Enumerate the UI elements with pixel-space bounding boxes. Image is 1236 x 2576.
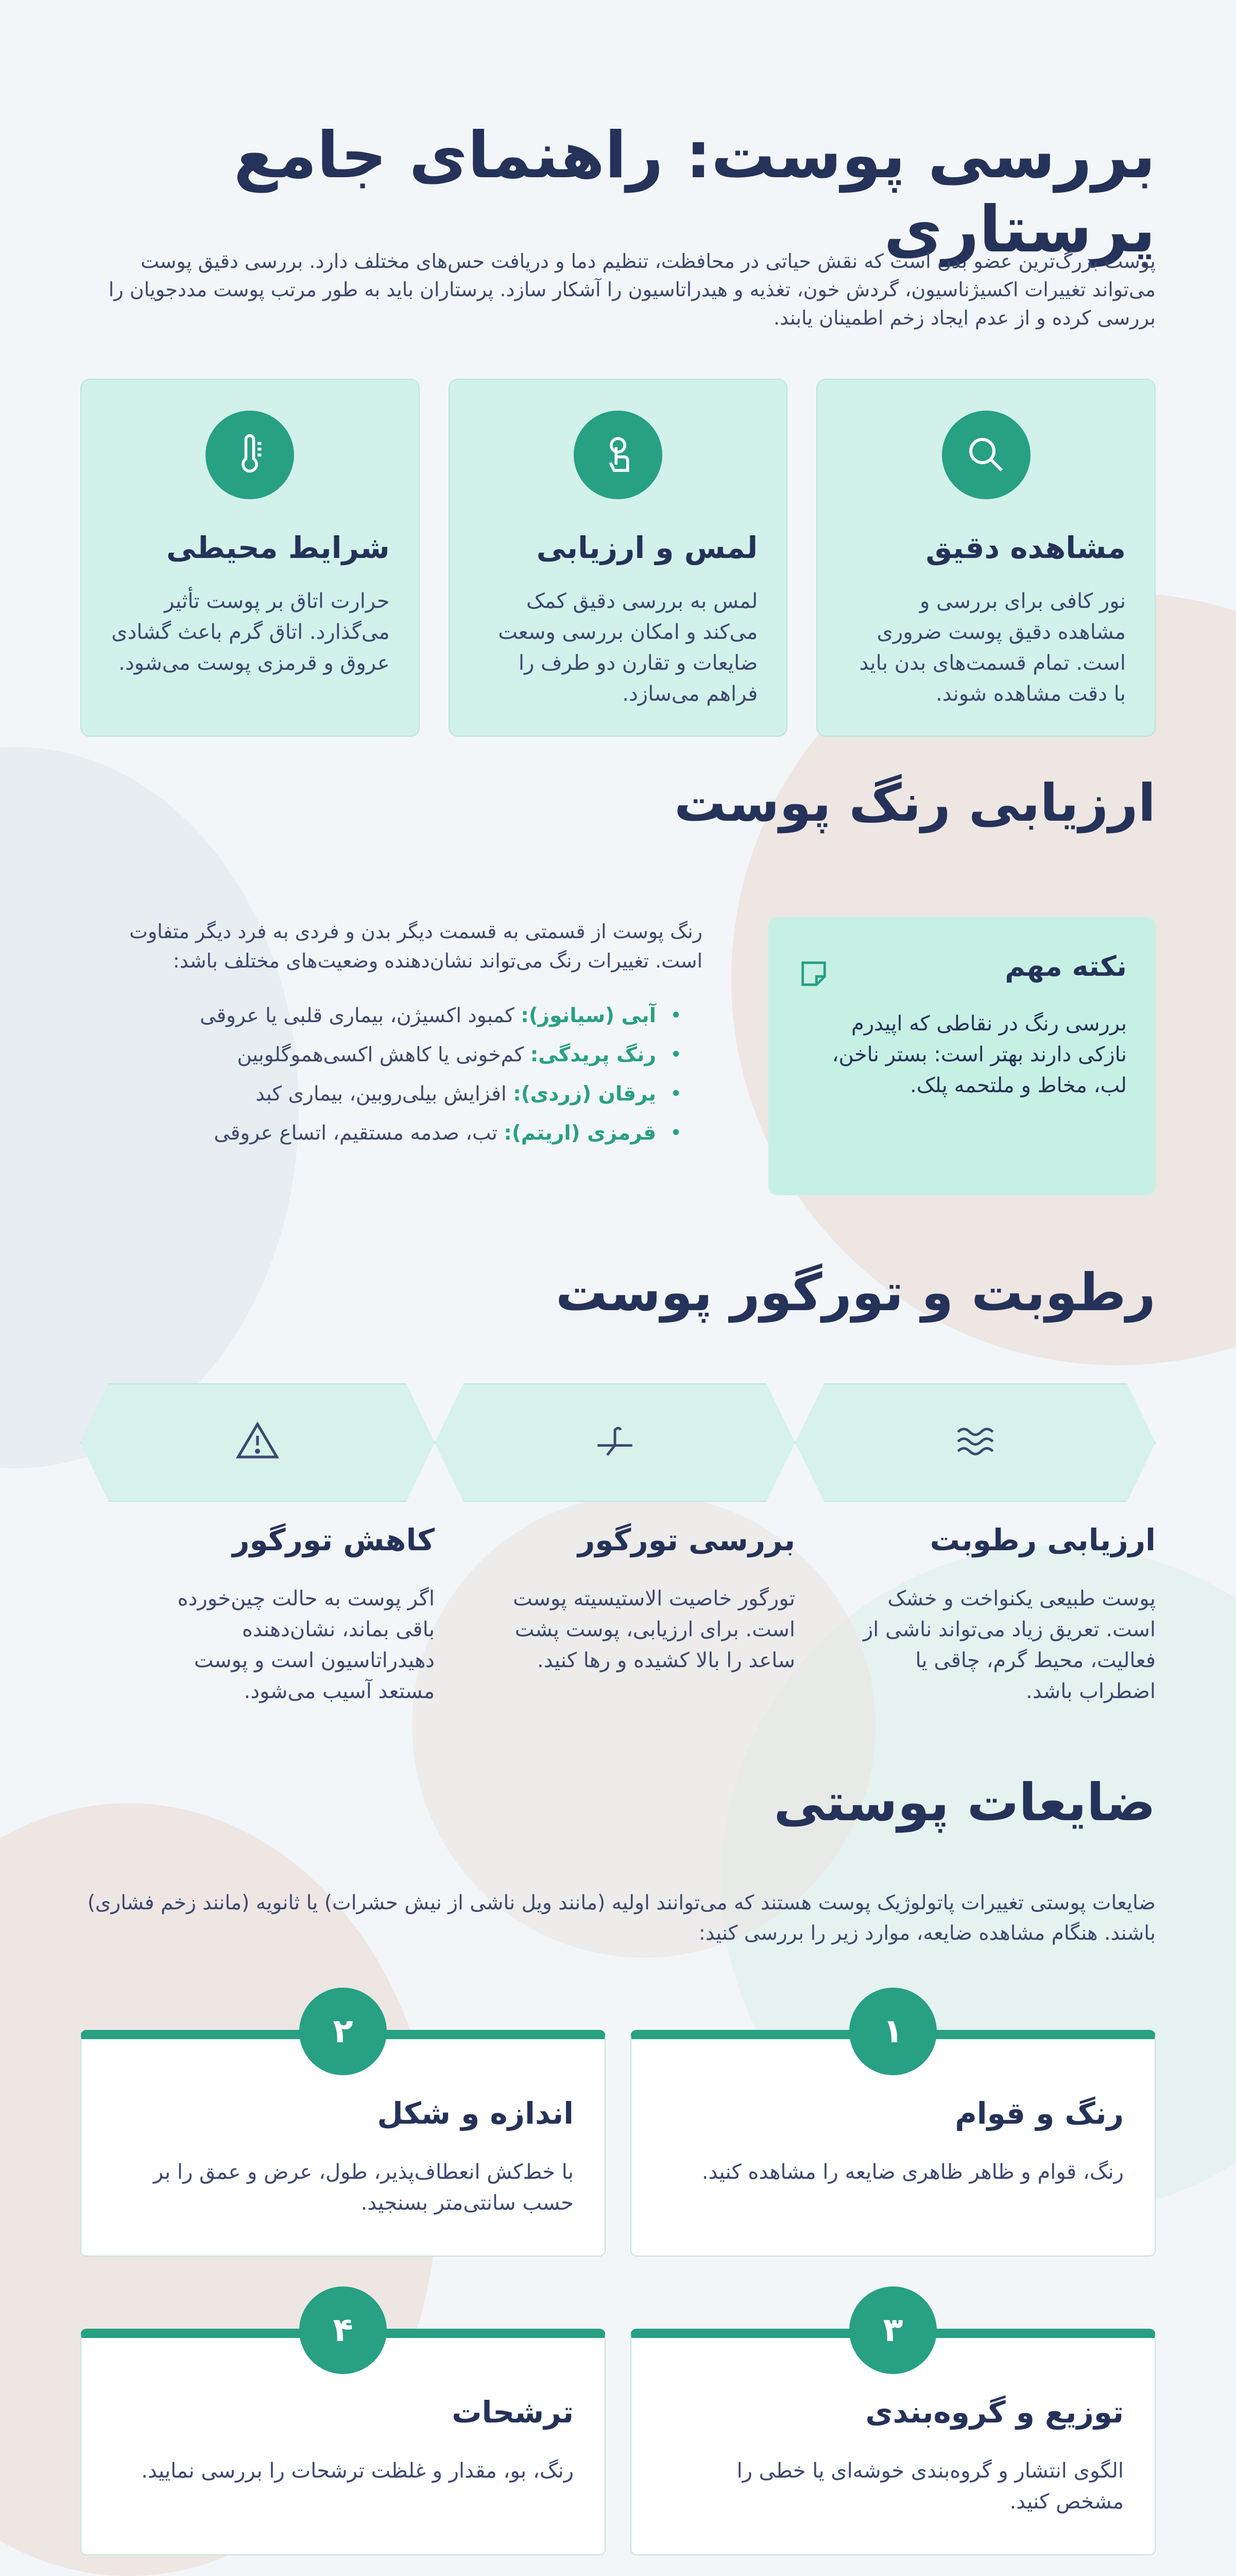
lesion-item-4 xyxy=(80,2311,606,2555)
lesion-item-title: اندازه و شکل xyxy=(377,2096,574,2131)
important-note xyxy=(768,917,1156,1195)
card-text: حرارت اتاق بر پوست تأثیر می‌گذارد. اتاق گرم باعث گشادی عروق و قرمزی پوست می‌شود. xyxy=(111,589,390,675)
color-section xyxy=(80,917,1156,1195)
lesion-item-title: ترشحات xyxy=(452,2395,574,2430)
lesion-item-text: رنگ، بو، مقدار و غلظت ترشحات را بررسی نمایید. xyxy=(141,2459,574,2483)
list-item: • رنگ پریدگی: کم‌خونی یا کاهش اکسی‌هموگلوبین xyxy=(80,1036,682,1075)
tips-cards xyxy=(80,379,1156,737)
number-badge: ۳ xyxy=(849,2286,937,2374)
page-title: بررسی پوست: راهنمای جامع پرستاری xyxy=(233,118,1156,267)
list-item: • آبی (سیانوز): کمبود اکسیژن، بیماری قلبی یا عروقی xyxy=(80,996,682,1036)
card-title: لمس و ارزیابی xyxy=(536,530,758,565)
lesion-item-1 xyxy=(630,2012,1156,2257)
list-item: • یرقان (زردی): افزایش بیلی‌روبین، بیماری کبد xyxy=(80,1075,682,1114)
lesion-item-3 xyxy=(630,2311,1156,2555)
arrow-step-1 xyxy=(795,1383,1156,1502)
step-moisture xyxy=(862,1522,1156,1707)
number-badge: ۴ xyxy=(299,2286,387,2374)
moisture-section-title: رطوبت و تورگور پوست xyxy=(555,1262,1156,1323)
card-title: شرایط محیطی xyxy=(166,530,390,565)
lesions-section-title: ضایعات پوستی xyxy=(774,1772,1156,1833)
card-title: مشاهده دقیق xyxy=(925,530,1126,565)
touch-hand-icon xyxy=(574,411,662,499)
card-environment xyxy=(80,379,420,737)
pinch-skin-icon xyxy=(592,1418,638,1467)
step-title: بررسی تورگور xyxy=(577,1522,795,1557)
number-badge: ۱ xyxy=(849,1988,937,2075)
lesion-item-text: رنگ، قوام و ظاهر ظاهری ضایعه را مشاهده کنید. xyxy=(701,2160,1124,2184)
process-arrows xyxy=(80,1383,1156,1502)
note-icon xyxy=(797,957,830,992)
arrow-step-2 xyxy=(435,1383,795,1502)
card-text: لمس به بررسی دقیق کمک می‌کند و امکان بررسی وسعت ضایعات و تقارن دو طرف را فراهم می‌سازد. xyxy=(498,589,758,706)
step-low-turgor xyxy=(141,1522,435,1707)
moisture-steps xyxy=(80,1522,1156,1728)
step-text: اگر پوست به حالت چین‌خورده باقی بماند، نشان‌دهنده دهیدراتاسیون است و پوست مستعد آسیب می‌شود. xyxy=(177,1587,435,1703)
step-text: تورگور خاصیت الاستیسیته پوست است. برای ارزیابی، پوست پشت ساعد را بالا کشیده و رها کنید. xyxy=(513,1587,795,1672)
step-text: پوست طبیعی یکنواخت و خشک است. تعریق زیاد می‌تواند ناشی از فعالیت، محیط گرم، چاقی یا اضطراب باشد. xyxy=(863,1587,1156,1703)
card-palpation xyxy=(449,379,788,737)
color-list xyxy=(80,996,682,1153)
arrow-step-3 xyxy=(80,1383,435,1502)
waves-icon xyxy=(952,1418,999,1467)
list-item: • قرمزی (اریتم): تب، صدمه مستقیم، اتساع عروقی xyxy=(80,1114,682,1153)
color-section-title: ارزیابی رنگ پوست xyxy=(674,773,1156,833)
lesion-item-text: با خط‌کش انعطاف‌پذیر، طول، عرض و عمق را بر حسب سانتی‌متر بسنجید. xyxy=(153,2160,574,2215)
note-title: نکته مهم xyxy=(1005,950,1127,982)
card-text: نور کافی برای بررسی و مشاهده دقیق پوست ضروری است. تمام قسمت‌های بدن باید با دقت مشاهده شوند. xyxy=(859,589,1126,706)
lesion-item-title: رنگ و قوام xyxy=(955,2096,1124,2131)
lesion-item-text: الگوی انتشار و گروه‌بندی خوشه‌ای یا خطی را مشخص کنید. xyxy=(736,2459,1124,2514)
note-text: بررسی رنگ در نقاطی که اپیدرم نازکی دارند بهتر است: بستر ناخن، لب، مخاط و ملتحمه پلک. xyxy=(832,1012,1127,1097)
lesion-item-2 xyxy=(80,2012,606,2257)
step-title: کاهش تورگور xyxy=(232,1522,435,1557)
step-turgor xyxy=(502,1522,795,1676)
magnifier-icon xyxy=(942,411,1031,499)
thermometer-icon xyxy=(205,411,294,499)
warning-icon xyxy=(234,1418,281,1467)
color-description xyxy=(80,917,702,1153)
intro-text: پوست بزرگ‌ترین عضو بدن است که نقش حیاتی در محافظت، تنظیم دما و دریافت حس‌های مختلف دارد. بررسی دقیق پوست می‌تواند تغییرات اکسیژناسیون، گردش خون، تغذیه و هیدراتاسیون را آشکار سازد. پرستاران باید به طور مرتب پوست مددجویان را بررسی کرده و از عدم ایجاد زخم اطمینان یابند. xyxy=(108,250,1156,330)
number-badge: ۲ xyxy=(299,1988,387,2075)
color-intro: رنگ پوست از قسمتی به قسمت دیگر بدن و فردی به فرد دیگر متفاوت است. تغییرات رنگ می‌تواند نشان‌دهنده وضعیت‌های مختلف باشد: xyxy=(129,920,702,972)
lesions-intro: ضایعات پوستی تغییرات پاتولوژیک پوست هستند که می‌توانند اولیه (مانند ویل ناشی از نیش حشرات) یا ثانویه (مانند زخم فشاری) باشند. هنگام مشاهده ضایعه، موارد زیر را بررسی کنید: xyxy=(87,1891,1156,1945)
card-observation xyxy=(816,379,1156,737)
lesion-item-title: توزیع و گروه‌بندی xyxy=(865,2395,1124,2430)
step-title: ارزیابی رطوبت xyxy=(930,1522,1156,1557)
